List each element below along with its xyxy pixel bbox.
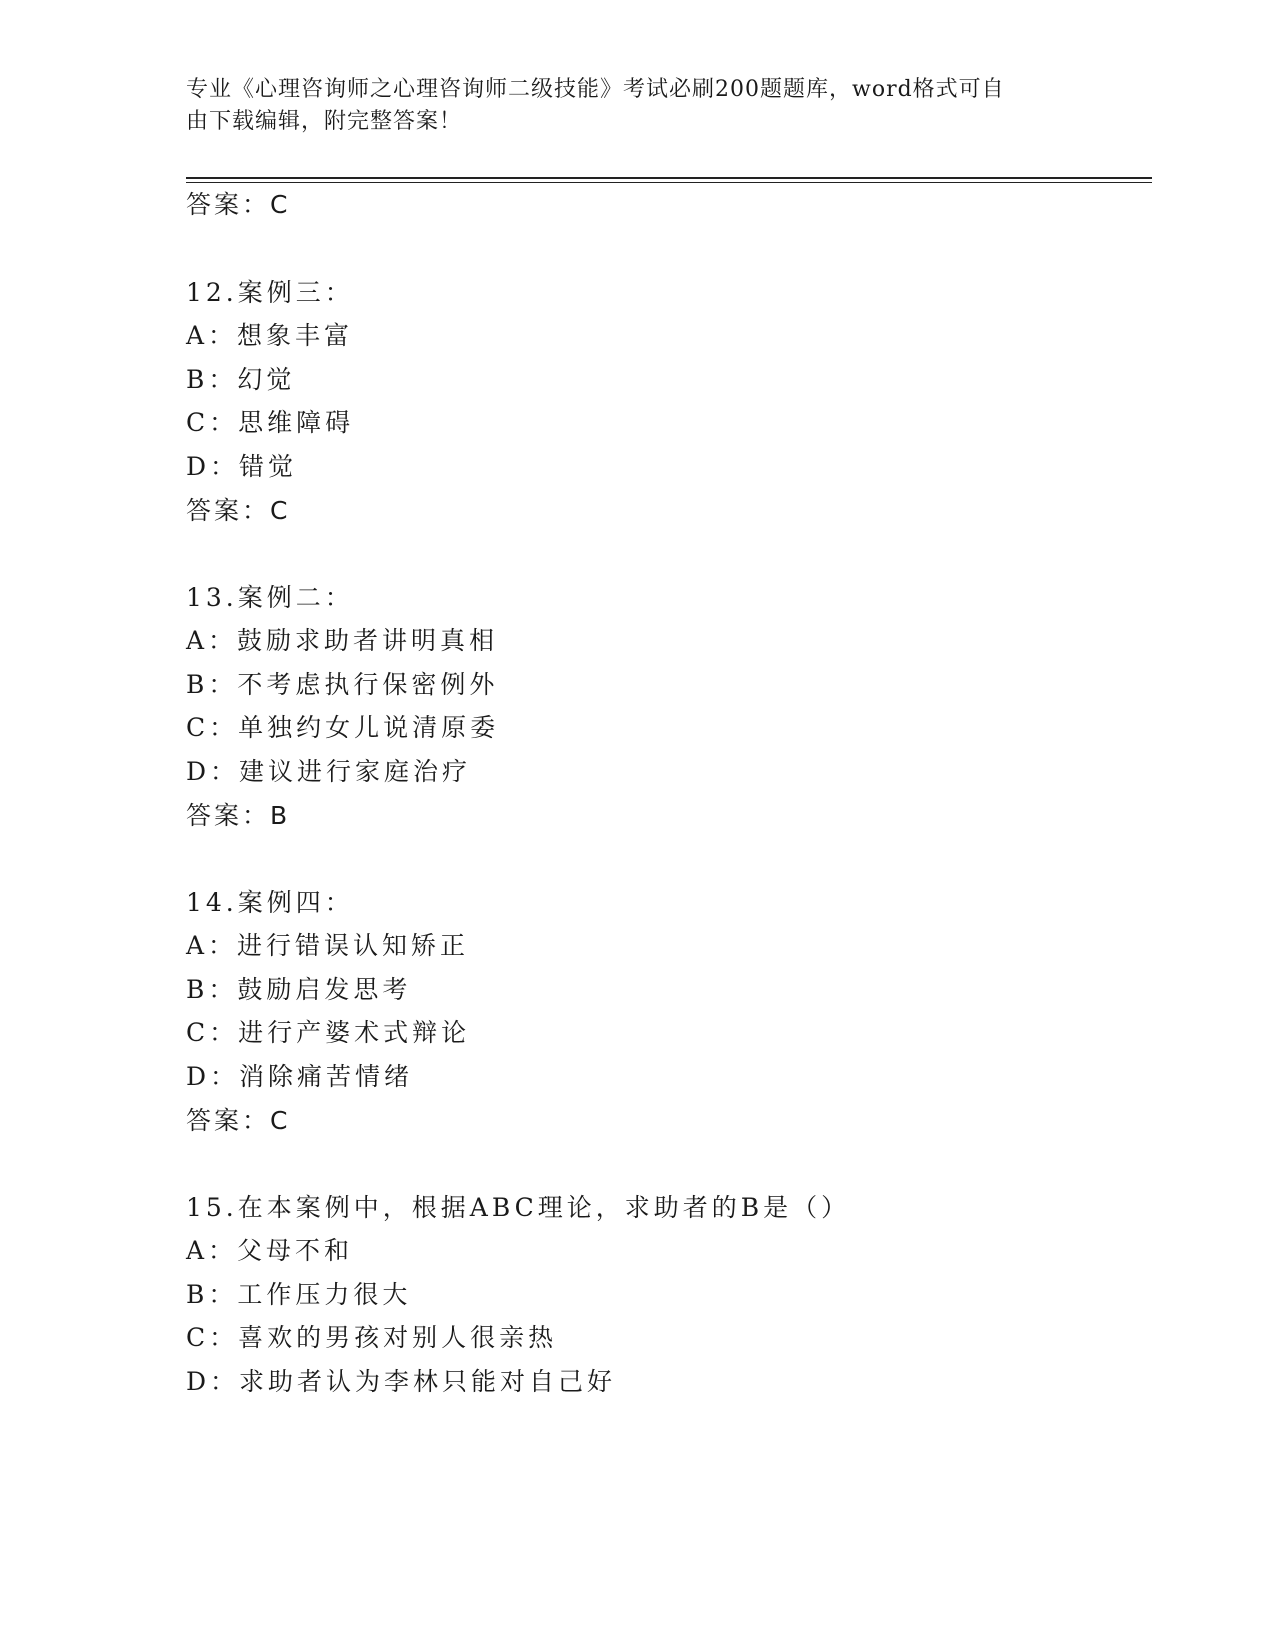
option-d: D：求助者认为李林只能对自己好 [186, 1367, 617, 1396]
option-c: C：单独约女儿说清原委 [186, 713, 500, 742]
option-d: D：错觉 [186, 452, 298, 481]
question-stem: 13.案例二： [186, 583, 354, 612]
answer-line: 答案：B [186, 801, 291, 830]
header-line-1: 专业《心理咨询师之心理咨询师二级技能》考试必刷200题题库，word格式可自 [186, 77, 1005, 102]
answer-line: 答案：C [186, 1106, 291, 1135]
question-stem: 15.在本案例中，根据ABC理论，求助者的B是（） [186, 1193, 851, 1222]
option-b: B：工作压力很大 [186, 1280, 412, 1309]
option-b: B：幻觉 [186, 365, 296, 394]
option-d: D：建议进行家庭治疗 [186, 757, 472, 786]
option-d: D：消除痛苦情绪 [186, 1062, 414, 1091]
header-line-2: 由下载编辑，附完整答案！ [186, 109, 463, 134]
option-a: A：想象丰富 [186, 321, 354, 350]
header-divider-thick [186, 177, 1152, 179]
option-b: B：不考虑执行保密例外 [186, 670, 499, 699]
option-b: B：鼓励启发思考 [186, 975, 412, 1004]
answer-line: 答案：C [186, 190, 291, 219]
document-header [186, 74, 1086, 138]
option-c: C：思维障碍 [186, 408, 355, 437]
option-c: C：进行产婆术式辩论 [186, 1018, 471, 1047]
option-a: A：鼓励求助者讲明真相 [186, 626, 499, 655]
option-c: C：喜欢的男孩对别人很亲热 [186, 1323, 558, 1352]
question-stem: 12.案例三： [186, 278, 354, 307]
option-a: A：父母不和 [186, 1236, 354, 1265]
question-stem: 14.案例四： [186, 888, 354, 917]
option-a: A：进行错误认知矫正 [186, 931, 470, 960]
answer-line: 答案：C [186, 496, 291, 525]
header-divider-thin [186, 182, 1152, 183]
